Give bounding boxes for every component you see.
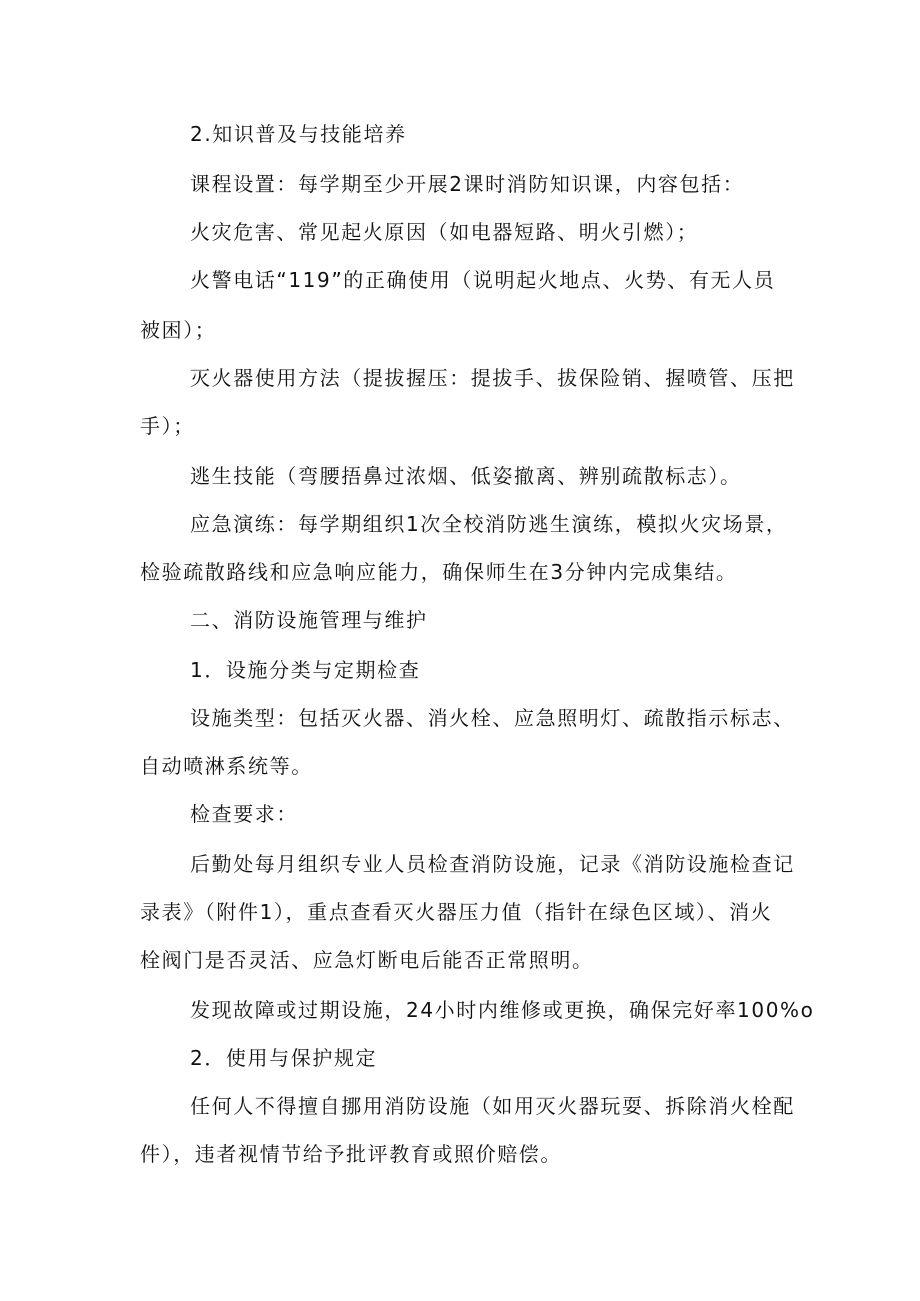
paragraph-course-setting: 课程设置：每学期至少开展2课时消防知识课，内容包括：: [190, 172, 745, 196]
paragraph-inspection-requirements: 检查要求：: [190, 802, 298, 826]
list-item-119-line1: 火警电话“119”的正确使用（说明起火地点、火势、有无人员: [190, 268, 776, 292]
subsection-heading-inspection: 1．设施分类与定期检查: [190, 658, 421, 682]
subsection-heading-usage: 2．使用与保护规定: [190, 1046, 378, 1070]
paragraph-usage-line1: 任何人不得擅自挪用消防设施（如用灭火器玩耍、拆除消火栓配: [190, 1094, 795, 1118]
list-item-extinguisher-line1: 灭火器使用方法（提拔握压：提拔手、拔保险销、握喷管、压把: [190, 366, 795, 390]
list-item-extinguisher-line2: 手）；: [140, 414, 195, 438]
list-item-escape-skills: 逃生技能（弯腰捂鼻过浓烟、低姿撤离、辨别疏散标志）。: [190, 464, 742, 488]
paragraph-monthly-check-line1: 后勤处每月组织专业人员检查消防设施，记录《消防设施检查记: [190, 852, 795, 876]
paragraph-monthly-check-line3: 栓阀门是否灵活、应急灯断电后能否正常照明。: [140, 948, 594, 972]
list-item-119-line2: 被困）；: [140, 318, 217, 342]
paragraph-repair: 发现故障或过期设施，24小时内维修或更换，确保完好率100%o: [190, 998, 815, 1022]
paragraph-facility-types-line1: 设施类型：包括灭火器、消火栓、应急照明灯、疏散指示标志、: [190, 706, 795, 730]
paragraph-facility-types-line2: 自动喷淋系统等。: [140, 754, 313, 778]
paragraph-drill-line2: 检验疏散路线和应急响应能力，确保师生在3分钟内完成集结。: [140, 560, 738, 584]
section-heading-facilities: 二、消防设施管理与维护: [190, 608, 428, 632]
paragraph-monthly-check-line2: 录表》（附件1），重点查看灭火器压力值（指针在绿色区域）、消火: [140, 900, 773, 924]
list-item-fire-hazard: 火灾危害、常见起火原因（如电器短路、明火引燃）；: [190, 220, 699, 244]
paragraph-usage-line2: 件），违者视情节给予批评教育或照价赔偿。: [140, 1142, 562, 1166]
paragraph-drill-line1: 应急演练：每学期组织1次全校消防逃生演练，模拟火灾场景，: [190, 512, 788, 536]
section-heading-knowledge: 2.知识普及与技能培养: [190, 122, 407, 146]
